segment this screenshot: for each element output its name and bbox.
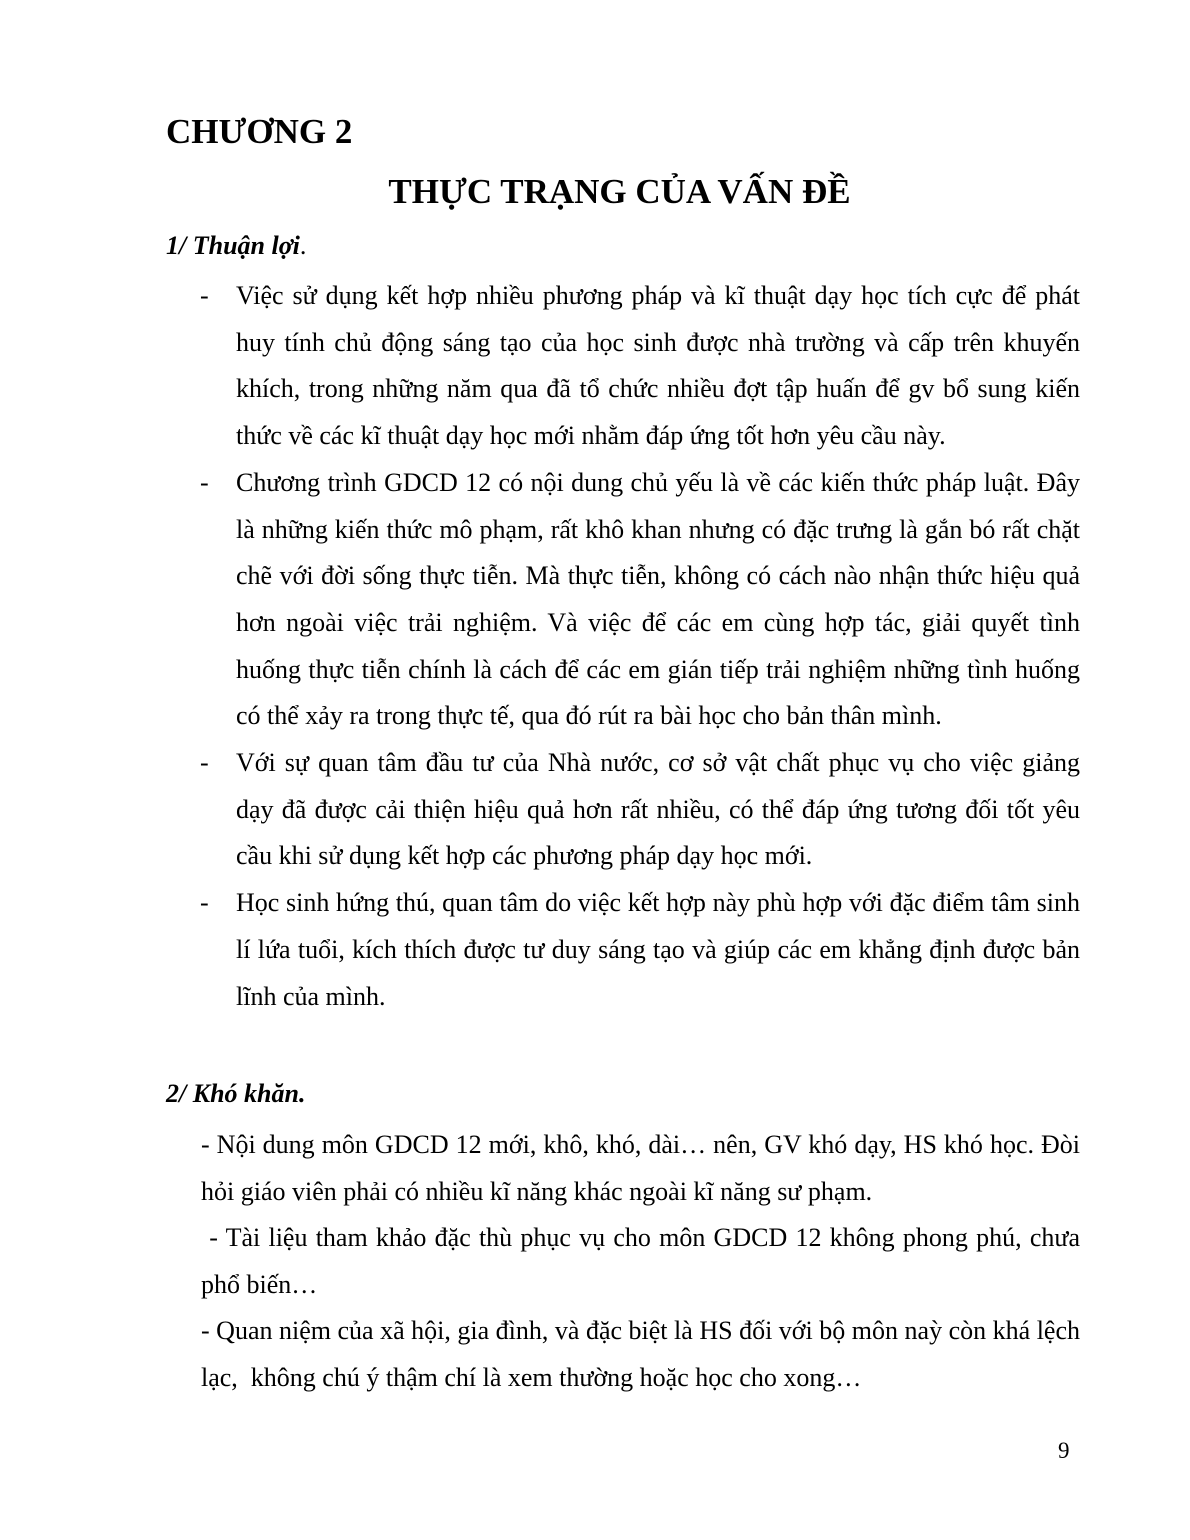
paragraph: - Tài liệu tham khảo đặc thù phục vụ cho môn GDCD 12 không phong phú, chưa phổ biến… xyxy=(201,1223,1087,1299)
chapter-label: CHƯƠNG 2 xyxy=(166,112,353,151)
difficulties-block xyxy=(201,1122,1087,1401)
section-heading-advantages-text: 1/ Thuận lợi xyxy=(166,231,300,260)
bullet-dash: - xyxy=(200,467,209,497)
bullet-dash: - xyxy=(200,888,209,918)
list-item-text: Với sự quan tâm đầu tư của Nhà nước, cơ sở vật chất phục vụ cho việc giảng dạy đã được cải thiện hiệu quả hơn rất nhiều, có thể đáp ứng tương đối tốt yêu cầu khi sử dụng kết hợp các phương pháp dạy học mới. xyxy=(236,748,1080,871)
section-heading-advantages-period: . xyxy=(299,231,307,260)
section-heading-difficulties: 2/ Khó khăn. xyxy=(166,1079,306,1108)
list-item xyxy=(200,460,1080,740)
page-number: 9 xyxy=(1058,1438,1070,1463)
list-item xyxy=(200,880,1080,1020)
section-heading-advantages xyxy=(166,228,306,264)
list-item-text: Học sinh hứng thú, quan tâm do việc kết hợp này phù hợp với đặc điểm tâm sinh lí lứa tuổi, kích thích được tư duy sáng tạo và giúp các em khẳng định được bản lĩnh của mình. xyxy=(236,888,1080,1011)
advantages-list xyxy=(200,273,1080,1020)
list-item xyxy=(200,273,1080,460)
list-item-text: Việc sử dụng kết hợp nhiều phương pháp và kĩ thuật dạy học tích cực để phát huy tính chủ động sáng tạo của học sinh được nhà trường và cấp trên khuyến khích, trong những năm qua đã tổ chức nhiều đợt tập huấn để gv bổ sung kiến thức về các kĩ thuật dạy học mới nhằm đáp ứng tốt hơn yêu cầu này. xyxy=(236,281,1080,451)
paragraph: - Nội dung môn GDCD 12 mới, khô, khó, dài… nên, GV khó dạy, HS khó học. Đòi hỏi giáo viên phải có nhiều kĩ năng khác ngoài kĩ năng sư phạm. xyxy=(201,1130,1080,1206)
list-item xyxy=(200,740,1080,880)
paragraph: - Quan niệm của xã hội, gia đình, và đặc biệt là HS đối với bộ môn naỳ còn khá lệch lạc, không chú ý thậm chí là xem thường hoặc học cho xong… xyxy=(201,1316,1087,1392)
bullet-dash: - xyxy=(200,748,209,778)
bullet-dash: - xyxy=(200,281,209,310)
list-item-text: Chương trình GDCD 12 có nội dung chủ yếu là về các kiến thức pháp luật. Đây là những kiến thức mô phạm, rất khô khan nhưng có đặc trưng là gắn bó rất chặt chẽ với đời sống thực tiễn. Mà thực tiễn, không có cách nào nhận thức hiệu quả hơn ngoài việc trải nghiệm. Và việc để các em cùng hợp tác, giải quyết tình huống thực tiễn chính là cách để các em gián tiếp trải nghiệm những tình huống có thể xảy ra trong thực tế, qua đó rút ra bài học cho bản thân mình. xyxy=(236,467,1080,731)
chapter-title: THỰC TRẠNG CỦA VẤN ĐỀ xyxy=(388,172,851,211)
